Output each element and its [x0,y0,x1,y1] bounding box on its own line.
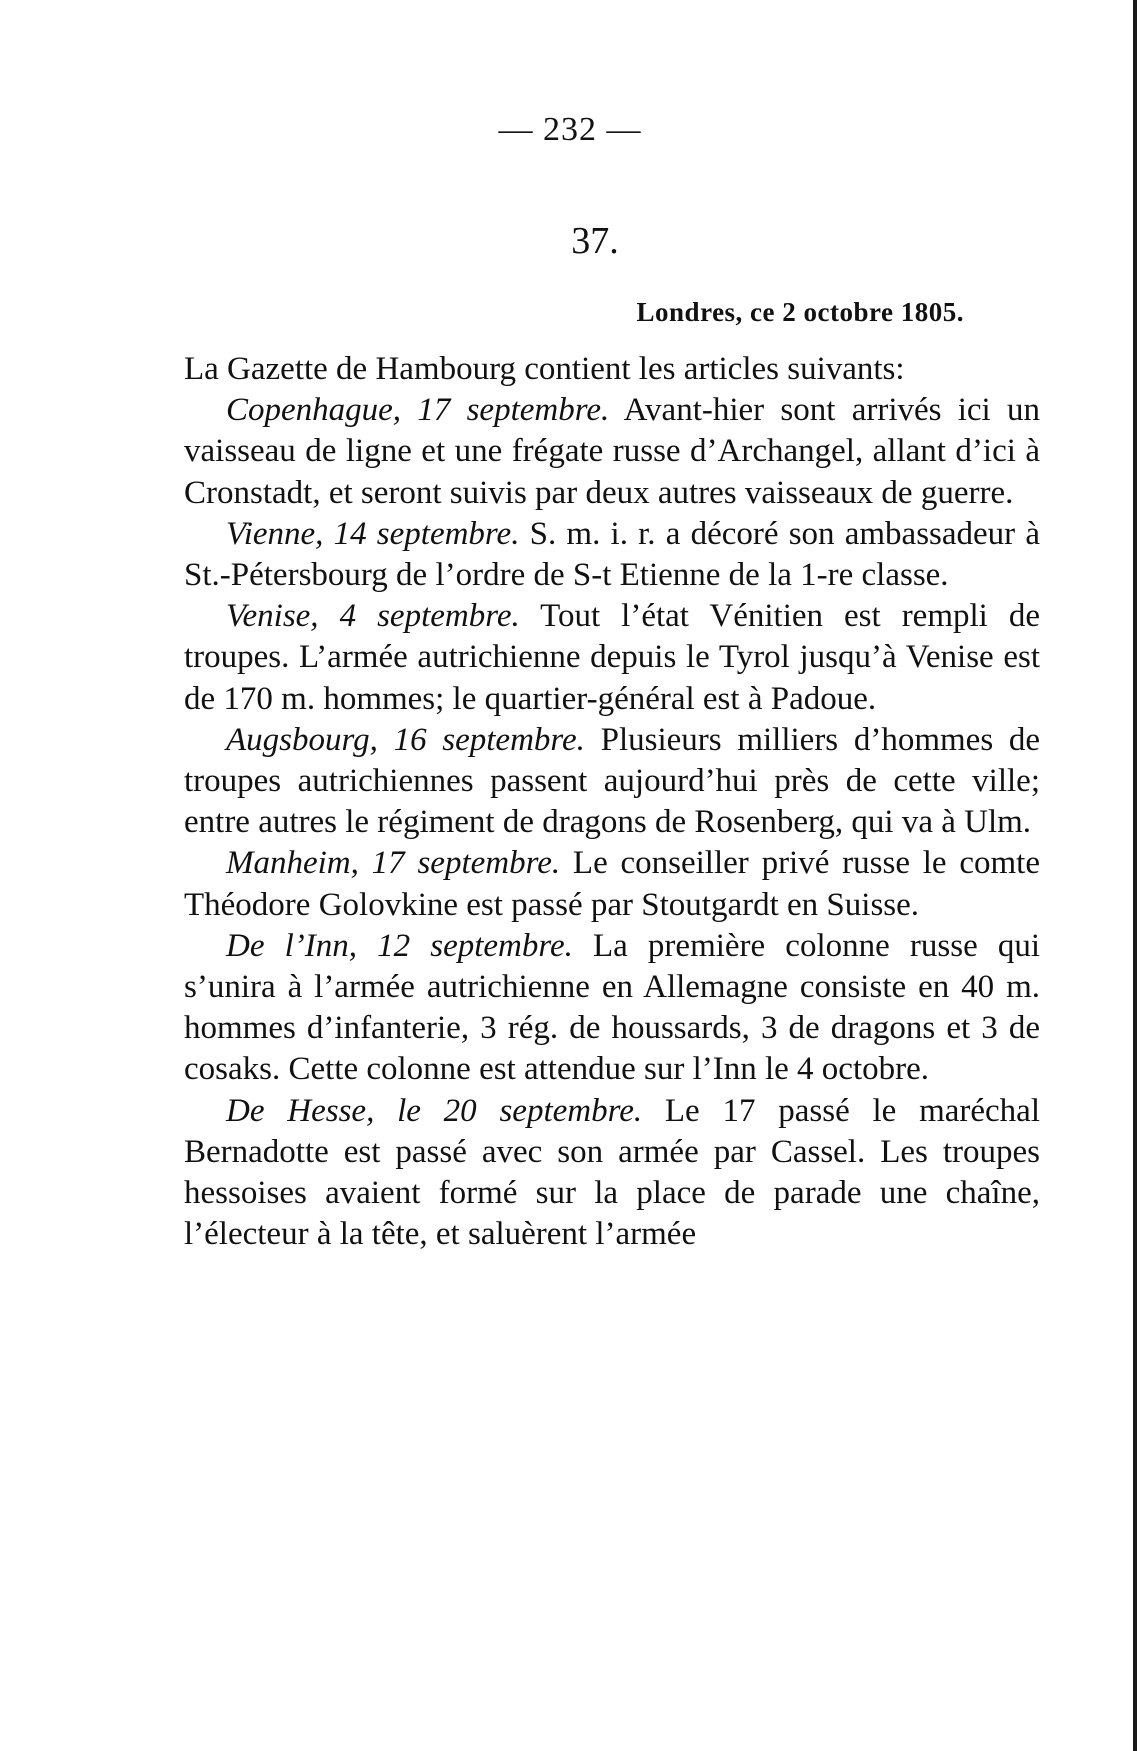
entry-text: Tout l’état Vénitien est rempli de troupes. L’armée autrichienne depuis le Tyrol jusqu’à Venise est de 170 m. hommes; le quartier-général est à Padoue. [184,598,1040,717]
news-entry [184,596,1040,720]
intro-paragraph: La Gazette de Hambourg contient les articles suivants: [184,351,905,387]
letter-number: 37. [571,220,619,262]
news-entry [184,1091,1040,1256]
letter-body [184,349,1040,1255]
entry-place-date: De l’Inn, 12 septembre. [226,927,573,964]
news-entry [184,926,1040,1091]
entry-place-date: Vienne, 14 septembre. [226,515,520,552]
entry-text: Avant-hier sont arrivés ici un vaisseau de ligne et une frégate russe d’Archangel, allant d’ici à Cronstadt, et seront suivis par deux autres vaisseaux de guerre. [184,392,1040,511]
entry-place-date: Copenhague, 17 septembre. [226,392,610,429]
entry-text: S. m. i. r. a décoré son ambassadeur à St.-Pétersbourg de l’ordre de S-t Etienne de la 1-re classe. [184,515,1040,594]
entry-text: Plusieurs milliers d’hommes de troupes autrichiennes passent aujourd’hui près de cette ville; entre autres le régiment de dragons de Rosenberg, qui va à Ulm. [184,721,1040,841]
news-entry [184,843,1040,925]
news-entry [184,390,1040,514]
news-entry [184,720,1040,844]
entry-text: Le conseiller privé russe le comte Théodore Golovkine est passé par Stoutgardt en Suisse. [184,845,1041,923]
entry-place-date: Manheim, 17 septembre. [226,845,561,882]
news-entry [184,514,1040,596]
dateline: Londres, ce 2 octobre 1805. [636,297,964,327]
page-number: — 232 — [498,111,642,148]
entry-text: Le 17 passé le maréchal Bernadotte est passé avec son armée par Cassel. Les troupes hessoises avaient formé sur la place de parade une chaîne, l’électeur à la tête, et saluèrent l’armée [184,1092,1040,1253]
entry-text: La première colonne russe qui s’unira à l’armée autrichienne en Allemagne consiste en 40 m. hommes d’infanterie, 3 rég. de houssards, 3 de dragons et 3 de cosaks. Cette colonne est attendue sur l’Inn le 4 octobre. [184,927,1040,1088]
entry-place-date: Augsbourg, 16 septembre. [226,721,585,758]
entry-place-date: De Hesse, le 20 septembre. [226,1092,643,1129]
entry-place-date: Venise, 4 septembre. [226,598,520,635]
